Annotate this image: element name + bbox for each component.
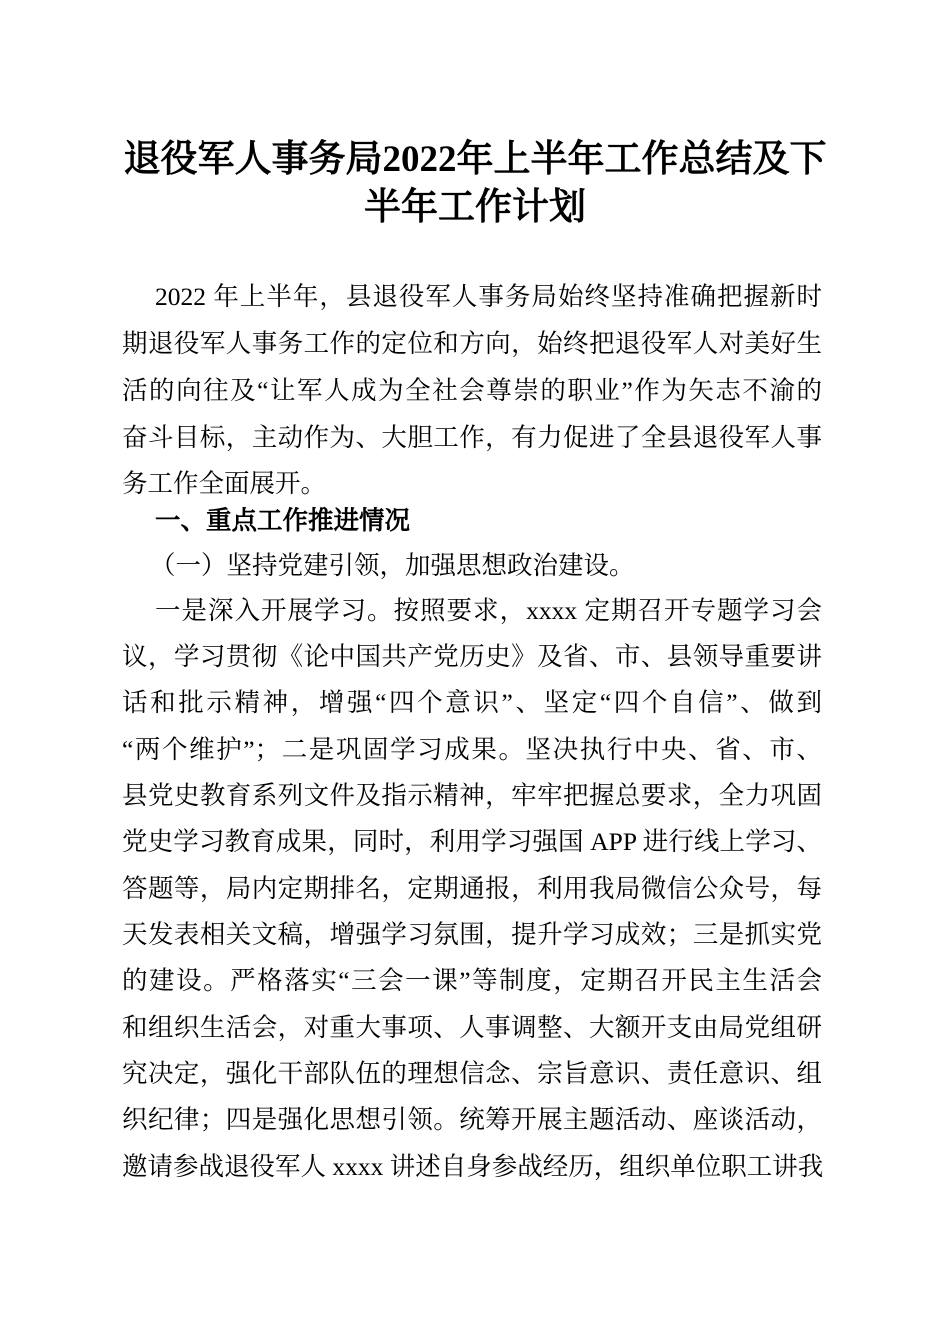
intro-line: 活的向往及“让军人成为全社会尊崇的职业”作为矢志不渝的 bbox=[122, 376, 822, 405]
body-line: 议，学习贯彻《论中国共产党历史》及省、市、县领导重要讲 bbox=[122, 642, 822, 671]
document-title-line-2: 半年工作计划 bbox=[364, 187, 586, 228]
body-line: 织纪律；四是强化思想引领。统筹开展主题活动、座谈活动， bbox=[122, 1105, 822, 1134]
body-line: 和组织生活会，对重大事项、人事调整、大额开支由局党组研 bbox=[122, 1013, 822, 1042]
intro-line: 奋斗目标，主动作为、大胆工作，有力促进了全县退役军人事 bbox=[122, 423, 822, 452]
body-line: 话和批示精神，增强“四个意识”、坚定“四个自信”、做到 bbox=[122, 688, 822, 717]
body-line: 党史学习教育成果，同时，利用学习强国 APP 进行线上学习、 bbox=[122, 827, 822, 856]
subsection-heading: （一）坚持党建引领，加强思想政治建设。 bbox=[150, 551, 635, 580]
body-line: 一是深入开展学习。按照要求，xxxx 定期召开专题学习会 bbox=[155, 596, 822, 625]
body-line: 答题等，局内定期排名，定期通报，利用我局微信公众号，每 bbox=[122, 874, 822, 903]
section-heading: 一、重点工作推进情况 bbox=[155, 506, 411, 536]
body-line: 天发表相关文稿，增强学习氛围，提升学习成效；三是抓实党 bbox=[122, 920, 822, 949]
body-line: “两个维护”；二是巩固学习成果。坚决执行中央、省、市、 bbox=[122, 735, 822, 764]
intro-line: 期退役军人事务工作的定位和方向，始终把退役军人对美好生 bbox=[122, 329, 822, 358]
body-line: 的建设。严格落实“三会一课”等制度，定期召开民主生活会 bbox=[122, 966, 822, 995]
body-line: 县党史教育系列文件及指示精神，牢牢把握总要求，全力巩固 bbox=[122, 781, 822, 810]
body-line: 究决定，强化干部队伍的理想信念、宗旨意识、责任意识、组 bbox=[122, 1059, 822, 1088]
intro-line: 2022 年上半年，县退役军人事务局始终坚持准确把握新时 bbox=[155, 282, 822, 311]
document-title-line-1: 退役军人事务局2022年上半年工作总结及下 bbox=[123, 139, 827, 180]
intro-line: 务工作全面展开。 bbox=[122, 469, 327, 498]
body-line: 邀请参战退役军人 xxxx 讲述自身参战经历，组织单位职工讲我 bbox=[122, 1152, 824, 1181]
